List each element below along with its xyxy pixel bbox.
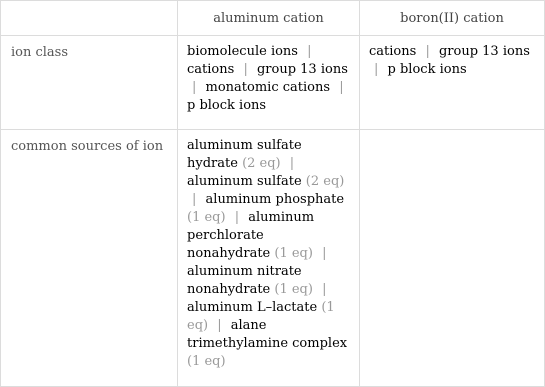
list-item: monatomic cations <box>205 80 331 95</box>
row-label-ion-class: ion class <box>1 36 178 130</box>
item-separator: | <box>374 62 379 77</box>
equivalents-note: (2 eq) <box>242 156 281 171</box>
list-item: aluminum sulfate hydrate <box>187 138 302 171</box>
item-separator: | <box>425 44 430 59</box>
column-header-aluminum-cation: aluminum cation <box>178 1 360 36</box>
item-separator: | <box>322 246 327 261</box>
item-separator: | <box>289 156 295 171</box>
list-item: biomolecule ions <box>187 44 298 59</box>
item-separator: | <box>339 80 344 95</box>
item-separator: | <box>322 282 327 297</box>
row-label-common-sources: common sources of ion <box>1 130 178 387</box>
item-separator: | <box>192 80 197 95</box>
list-item: aluminum nitrate nonahydrate <box>187 264 302 297</box>
list-item: alane trimethylamine complex <box>187 318 348 351</box>
common-sources-boron-cell <box>360 130 545 387</box>
equivalents-note: (1 eq) <box>187 210 226 225</box>
equivalents-note: (2 eq) <box>305 174 345 189</box>
column-header-boron-ii-cation: boron(II) cation <box>360 1 545 36</box>
common-sources-aluminum-cell <box>178 130 360 387</box>
ion-class-boron-cell <box>360 36 545 130</box>
item-separator: | <box>243 62 248 77</box>
list-item: aluminum perchlorate nonahydrate <box>187 210 315 261</box>
list-item: aluminum phosphate <box>205 192 345 207</box>
item-separator: | <box>192 192 197 207</box>
corner-header <box>1 1 178 36</box>
list-item: p block ions <box>187 98 267 113</box>
row-common-sources <box>1 130 545 387</box>
header-row <box>1 1 545 36</box>
equivalents-note: (1 eq) <box>274 282 313 297</box>
list-item: aluminum L–lactate <box>187 300 318 315</box>
list-item: cations <box>369 44 417 59</box>
list-item: p block ions <box>387 62 467 77</box>
list-item: group 13 ions <box>256 62 348 77</box>
item-separator: | <box>234 210 240 225</box>
row-ion-class <box>1 36 545 130</box>
equivalents-note: (1 eq) <box>187 300 335 333</box>
item-separator: | <box>307 44 312 59</box>
equivalents-note: (1 eq) <box>274 246 313 261</box>
list-item: cations <box>187 62 235 77</box>
list-item: aluminum sulfate <box>187 174 302 189</box>
list-item: group 13 ions <box>438 44 530 59</box>
ion-class-aluminum-cell <box>178 36 360 130</box>
equivalents-note: (1 eq) <box>187 354 226 369</box>
item-separator: | <box>217 318 222 333</box>
